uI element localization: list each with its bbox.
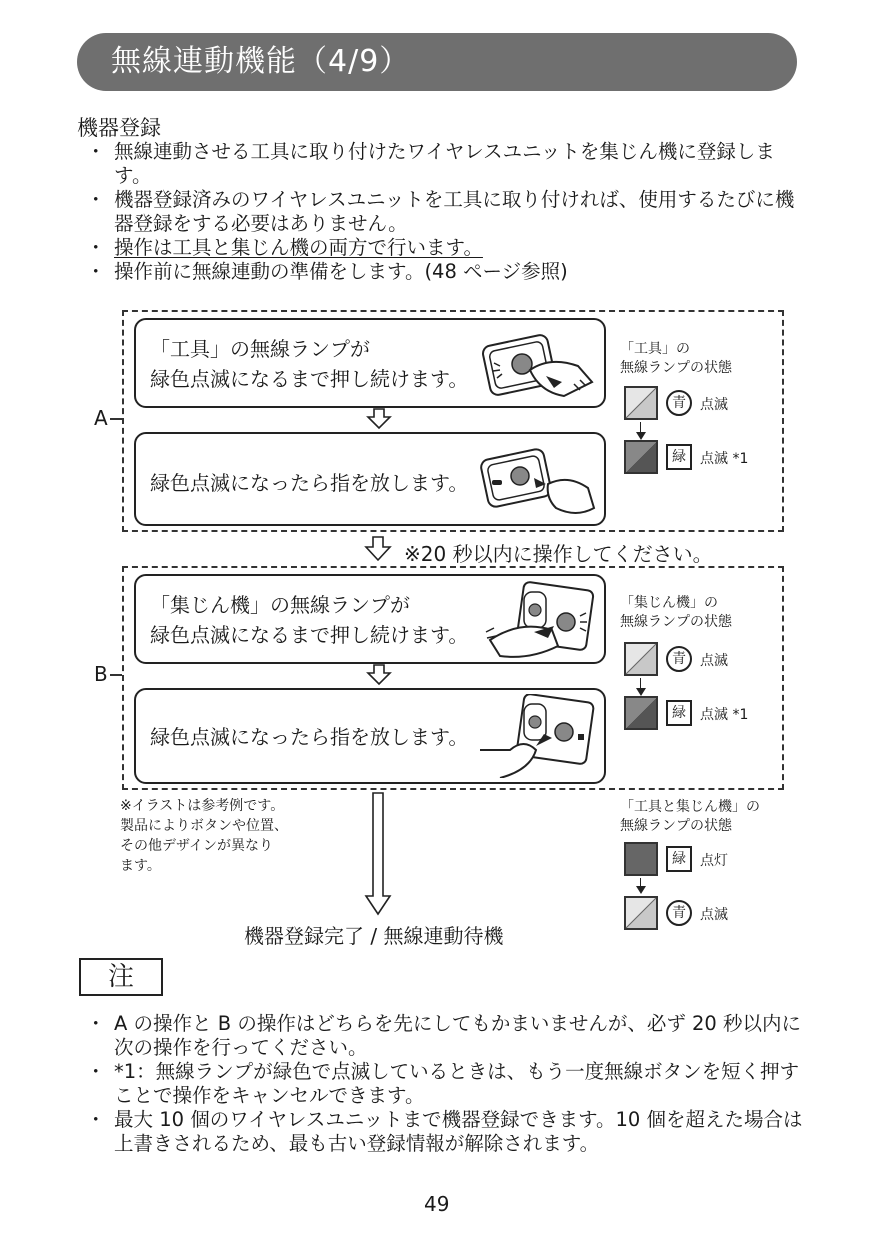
state-title-line: 「集じん機」の — [620, 595, 718, 611]
arrow-head-icon — [636, 886, 646, 894]
dust-collector-release-illustration — [480, 694, 600, 778]
group-a-state-title — [620, 340, 732, 378]
illustration-note — [120, 796, 320, 876]
lamp-state-text: 点滅 — [700, 653, 728, 669]
lamp-solid-icon — [624, 842, 658, 876]
lamp-dark-icon — [624, 696, 658, 730]
final-state-title — [620, 798, 760, 836]
illustration-note-line: ※イラストは参考例です。 — [120, 798, 285, 814]
state-title-line: 無線ランプの状態 — [620, 818, 732, 834]
note-item: ・ 最大 10 個のワイヤレスユニットまで機器登録できます。10 個を超えた場合は上書きされるため、最も古い登録情報が解除されます。 — [88, 1108, 808, 1156]
tool-press-illustration — [480, 326, 600, 400]
group-a-label-tick — [110, 418, 122, 420]
green-lamp-symbol: 緑 — [666, 700, 692, 726]
blue-lamp-symbol: 青 — [666, 646, 692, 672]
step-text-line: 「集じん機」の無線ランプが — [150, 593, 410, 617]
step-text-line: 「工具」の無線ランプが — [150, 337, 370, 361]
green-lamp-symbol: 緑 — [666, 444, 692, 470]
intro-bullets — [88, 140, 808, 284]
state-title-line: 無線ランプの状態 — [620, 360, 732, 376]
page-title: 無線連動機能（4/9） — [111, 44, 411, 79]
tool-release-illustration — [476, 438, 600, 520]
group-b-label-tick — [110, 674, 122, 676]
illustration-note-line: その他デザインが異なり — [120, 838, 274, 854]
bullet-item: ・ 操作前に無線連動の準備をします。(48 ページ参照) — [88, 260, 808, 284]
step-text-line: 緑色点滅になるまで押し続けます。 — [150, 367, 469, 391]
lamp-light-icon — [624, 386, 658, 420]
group-b-label — [94, 662, 108, 686]
arrow-head-icon — [636, 432, 646, 440]
lamp-state-text: 点滅 *1 — [700, 451, 749, 467]
note-title: 注 — [79, 958, 163, 996]
blue-lamp-symbol: 青 — [666, 390, 692, 416]
illustration-note-line: ます。 — [120, 858, 161, 874]
group-b-letter: B — [94, 662, 108, 686]
state-title-line: 「工具と集じん機」の — [620, 799, 760, 815]
dust-collector-press-illustration — [480, 580, 600, 660]
down-arrow-icon — [366, 664, 392, 686]
step-text-line: 緑色点滅になったら指を放します。 — [150, 725, 469, 749]
group-a-step2 — [134, 432, 606, 526]
long-down-arrow-icon — [364, 792, 392, 916]
note-item: ・ A の操作と B の操作はどちらを先にしてもかまいませんが、必ず 20 秒以内に次の操作を行ってください。 — [88, 1012, 808, 1060]
page-number: 49 — [424, 1192, 450, 1216]
group-a-letter: A — [94, 406, 108, 430]
step-text-line: 緑色点滅になるまで押し続けます。 — [150, 623, 469, 647]
group-a-step1 — [134, 318, 606, 408]
group-a-label — [94, 406, 108, 430]
group-b-step2 — [134, 688, 606, 784]
state-title-line: 「工具」の — [620, 341, 690, 357]
section-title: 機器登録 — [77, 116, 161, 140]
lamp-state-text: 点灯 — [700, 853, 728, 869]
group-b-state-title — [620, 594, 732, 632]
lamp-light-icon — [624, 896, 658, 930]
illustration-note-line: 製品によりボタンや位置、 — [120, 818, 288, 834]
step-text-line: 緑色点滅になったら指を放します。 — [150, 471, 469, 495]
lamp-state-text: 点滅 *1 — [700, 707, 749, 723]
down-arrow-icon — [366, 408, 392, 430]
state-title-line: 無線ランプの状態 — [620, 614, 732, 630]
final-label: 機器登録完了 / 無線連動待機 — [244, 924, 504, 948]
time-limit-note: ※20 秒以内に操作してください。 — [404, 542, 713, 566]
bullet-item — [88, 236, 808, 260]
arrow-head-icon — [636, 688, 646, 696]
note-list — [88, 1012, 808, 1156]
bullet-item: ・ 無線連動させる工具に取り付けたワイヤレスユニットを集じん機に登録します。 — [88, 140, 808, 188]
lamp-dark-icon — [624, 440, 658, 474]
lamp-light-icon — [624, 642, 658, 676]
underlined-text: 操作は工具と集じん機の両方で行います。 — [114, 236, 483, 259]
blue-lamp-symbol: 青 — [666, 900, 692, 926]
green-lamp-symbol: 緑 — [666, 846, 692, 872]
note-item: ・ *1：無線ランプが緑色で点滅しているときは、もう一度無線ボタンを短く押すことで操作をキャンセルできます。 — [88, 1060, 808, 1108]
lamp-state-text: 点滅 — [700, 397, 728, 413]
group-b-step1 — [134, 574, 606, 664]
bullet-item: ・ 機器登録済みのワイヤレスユニットを工具に取り付ければ、使用するたびに機器登録をする必要はありません。 — [88, 188, 808, 236]
down-arrow-icon — [364, 536, 392, 562]
lamp-state-text: 点滅 — [700, 907, 728, 923]
page-header — [77, 33, 797, 91]
